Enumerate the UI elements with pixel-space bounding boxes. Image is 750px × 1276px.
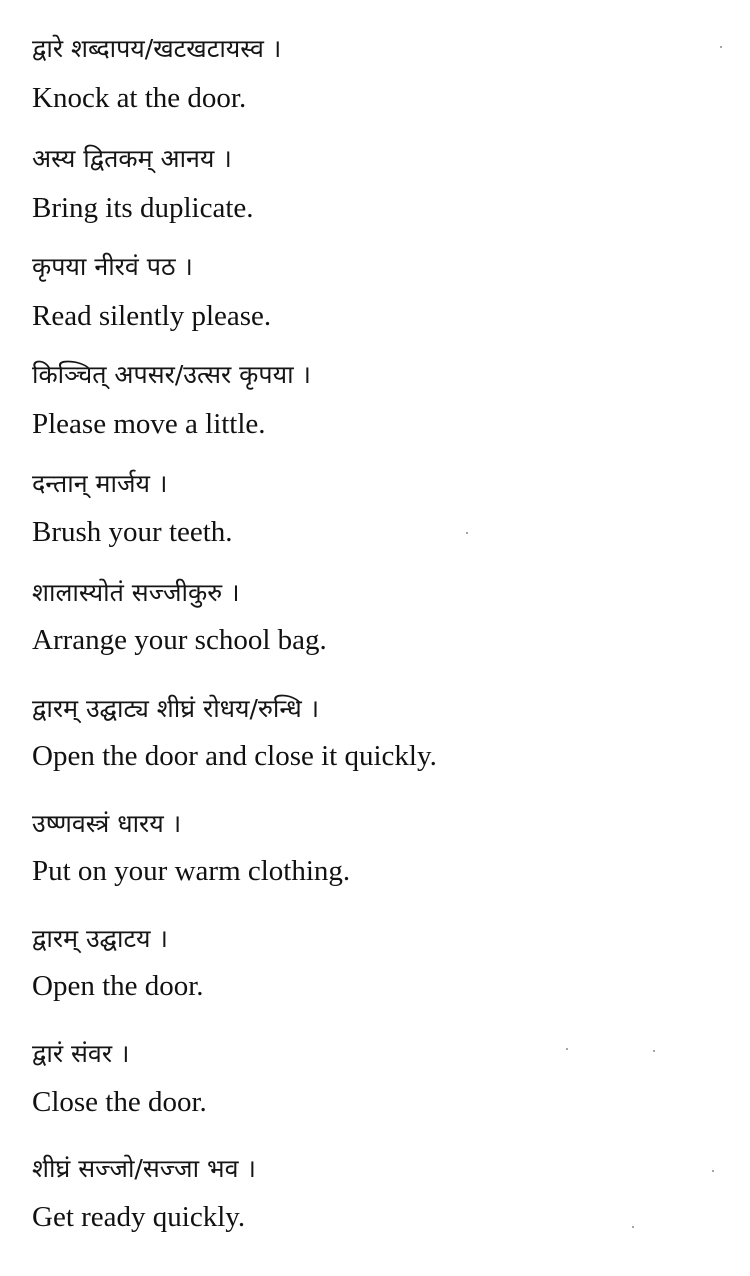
sanskrit-phrase: कृपया नीरवं पठ ।: [32, 252, 193, 281]
scan-speck: [566, 1048, 568, 1050]
english-translation: Put on your warm clothing.: [32, 855, 351, 887]
english-translation: Open the door.: [32, 970, 204, 1002]
english-translation: Bring its duplicate.: [32, 192, 254, 224]
sanskrit-phrase: द्वारम् उद्घाट्य शीघ्रं रोधय/रुन्धि ।: [32, 694, 320, 723]
sanskrit-phrase: दन्तान् मार्जय ।: [32, 469, 168, 498]
english-translation: Close the door.: [32, 1086, 207, 1118]
sanskrit-phrase: अस्य द्वितकम् आनय ।: [32, 144, 232, 173]
sanskrit-phrase: उष्णवस्त्रं धारय ।: [32, 809, 182, 838]
scan-speck: [466, 532, 468, 534]
sanskrit-phrase: द्वारे शब्दापय/खटखटायस्व ।: [32, 34, 282, 63]
sanskrit-phrase: द्वारं संवर ।: [32, 1039, 130, 1068]
scan-speck: [712, 1170, 714, 1172]
english-translation: Brush your teeth.: [32, 516, 233, 548]
sanskrit-phrase: शालास्योतं सज्जीकुरु ।: [32, 578, 240, 607]
english-translation: Knock at the door.: [32, 82, 247, 114]
scan-speck: [632, 1226, 634, 1228]
english-translation: Open the door and close it quickly.: [32, 740, 437, 772]
english-translation: Arrange your school bag.: [32, 624, 327, 656]
english-translation: Get ready quickly.: [32, 1201, 246, 1233]
english-translation: Read silently please.: [32, 300, 272, 332]
scan-speck: [720, 46, 722, 48]
sanskrit-phrase: किञ्चित् अपसर/उत्सर कृपया ।: [32, 360, 311, 389]
sanskrit-phrase: द्वारम् उद्घाटय ।: [32, 924, 168, 953]
scan-speck: [653, 1050, 655, 1052]
sanskrit-phrase: शीघ्रं सज्जो/सज्जा भव ।: [32, 1154, 256, 1183]
english-translation: Please move a little.: [32, 408, 266, 440]
